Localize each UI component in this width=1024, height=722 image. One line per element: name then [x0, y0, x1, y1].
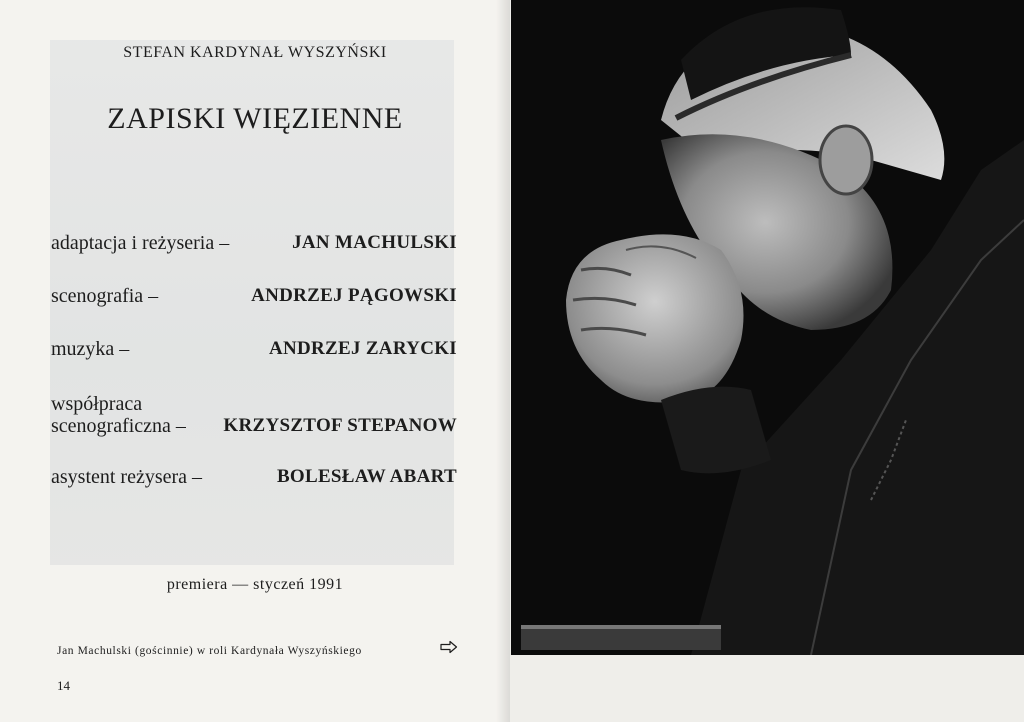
photo-illustration [511, 0, 1024, 655]
credit-role-line-1: współpraca [51, 393, 143, 415]
credit-role: asystent reżysera – [51, 466, 203, 488]
photo-caption: Jan Machulski (gościnnie) w roli Kardynała Wyszyńskiego [57, 645, 362, 657]
credit-role [51, 393, 186, 437]
credit-assistant-director [51, 466, 457, 492]
credit-name: ANDRZEJ ZARYCKI [268, 338, 457, 359]
page-title: ZAPISKI WIĘZIENNE [107, 102, 403, 135]
credit-role: adaptacja i reżyseria – [51, 232, 230, 254]
credit-music [51, 338, 457, 364]
credit-scenography-assistant [51, 393, 457, 439]
right-page [510, 0, 1024, 722]
author-line: STEFAN KARDYNAŁ WYSZYŃSKI [123, 44, 387, 61]
credit-name: BOLESŁAW ABART [276, 466, 457, 487]
credit-director [51, 232, 457, 258]
premiere-date: premiera — styczeń 1991 [166, 576, 344, 593]
left-page [0, 0, 510, 722]
page-number: 14 [57, 678, 70, 693]
credit-scenography [51, 285, 457, 311]
arrow-right-icon [440, 640, 458, 654]
credit-role: scenografia – [51, 285, 159, 307]
credit-name: ANDRZEJ PĄGOWSKI [251, 285, 457, 306]
photo-praying-cardinal [511, 0, 1024, 655]
credit-role-line-2: scenograficzna – [51, 415, 186, 437]
credit-name: KRZYSZTOF STEPANOW [223, 415, 457, 436]
credit-role: muzyka – [51, 338, 130, 360]
credit-name: JAN MACHULSKI [292, 232, 457, 253]
